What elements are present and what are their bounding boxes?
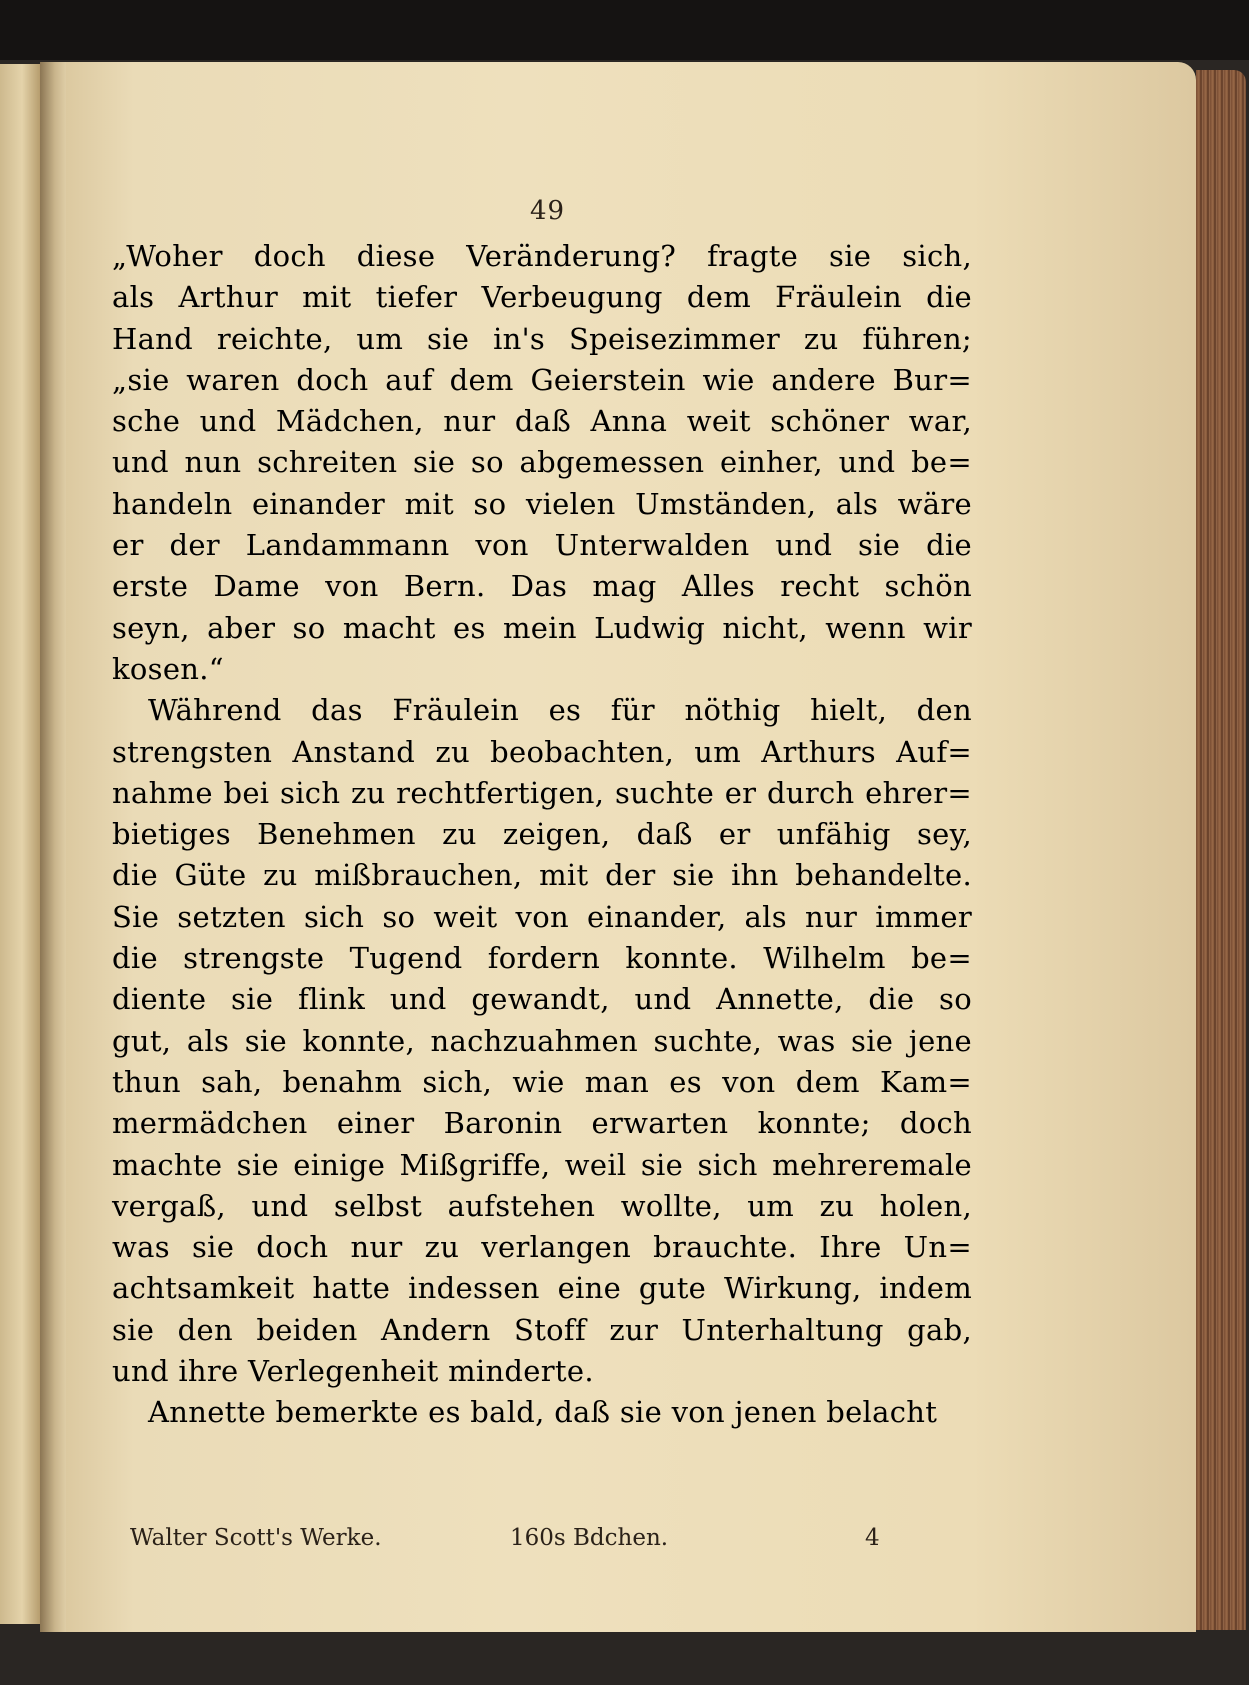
text-line: Hand reichte, um sie in's Speisezimmer zu führen; bbox=[112, 321, 972, 356]
text-line: die Güte zu mißbrauchen, mit der sie ihn behandelte. bbox=[112, 858, 972, 893]
text-line: seyn, aber so macht es mein Ludwig nicht, wenn wir bbox=[112, 610, 972, 645]
text-line: „Woher doch diese Veränderung? fragte sie sich, bbox=[112, 239, 972, 273]
text-line: mermädchen einer Baronin erwarten konnte; doch bbox=[112, 1106, 972, 1141]
paragraph bbox=[112, 690, 972, 1392]
paragraph bbox=[112, 236, 972, 690]
footer-sheet-mark: 4 bbox=[865, 1525, 880, 1551]
text-line: nahme bei sich zu rechtfertigen, suchte er durch ehrer= bbox=[112, 775, 972, 810]
text-line: Sie setzten sich so weit von einander, als nur immer bbox=[112, 899, 972, 934]
text-line: bietiges Benehmen zu zeigen, daß er unfähig sey, bbox=[112, 817, 972, 852]
text-line: machte sie einige Mißgriffe, weil sie sich mehreremale bbox=[112, 1147, 972, 1182]
text-line: sche und Mädchen, nur daß Anna weit schöner war, bbox=[112, 404, 972, 439]
text-line: gut, als sie konnte, nachzuahmen suchte, was sie jene bbox=[112, 1023, 972, 1058]
text-line: er der Landammann von Unterwalden und sie die bbox=[112, 528, 972, 563]
text-line: thun sah, benahm sich, wie man es von dem Kam= bbox=[112, 1064, 972, 1099]
footer-volume: 160s Bdchen. bbox=[510, 1525, 669, 1551]
left-page-edge bbox=[0, 64, 42, 1624]
text-line: die strengste Tugend fordern konnte. Wilhelm be= bbox=[112, 941, 972, 976]
text-line: Annette bemerkte es bald, daß sie von jenen belacht bbox=[148, 1395, 938, 1430]
text-line: Während das Fräulein es für nöthig hielt, den bbox=[148, 693, 972, 728]
page-number: 49 bbox=[530, 196, 566, 226]
text-line: was sie doch nur zu verlangen brauchte. Ihre Un= bbox=[112, 1230, 972, 1265]
text-line: und ihre Verlegenheit minderte. bbox=[112, 1354, 594, 1389]
text-line: strengsten Anstand zu beobachten, um Arthurs Auf= bbox=[112, 734, 972, 769]
text-line: erste Dame von Bern. Das mag Alles recht schön bbox=[112, 569, 972, 604]
text-line: „sie waren doch auf dem Geierstein wie andere Bur= bbox=[112, 362, 972, 397]
text-line: und nun schreiten sie so abgemessen einher, und be= bbox=[112, 445, 972, 480]
footer-signature: Walter Scott's Werke. bbox=[130, 1525, 382, 1551]
text-line: kosen.“ bbox=[112, 651, 224, 686]
paragraph bbox=[112, 1392, 972, 1433]
text-line: achtsamkeit hatte indessen eine gute Wirkung, indem bbox=[112, 1271, 972, 1306]
text-line: diente sie flink und gewandt, und Annette, die so bbox=[112, 982, 972, 1017]
text-line: sie den beiden Andern Stoff zur Unterhaltung gab, bbox=[112, 1312, 972, 1347]
text-line: handeln einander mit so vielen Umständen, als wäre bbox=[112, 486, 972, 521]
text-line: vergaß, und selbst aufstehen wollte, um zu holen, bbox=[112, 1188, 972, 1223]
text-line: als Arthur mit tiefer Verbeugung dem Fräulein die bbox=[112, 280, 972, 315]
body-text bbox=[112, 236, 972, 1434]
page-edges bbox=[1196, 70, 1246, 1630]
